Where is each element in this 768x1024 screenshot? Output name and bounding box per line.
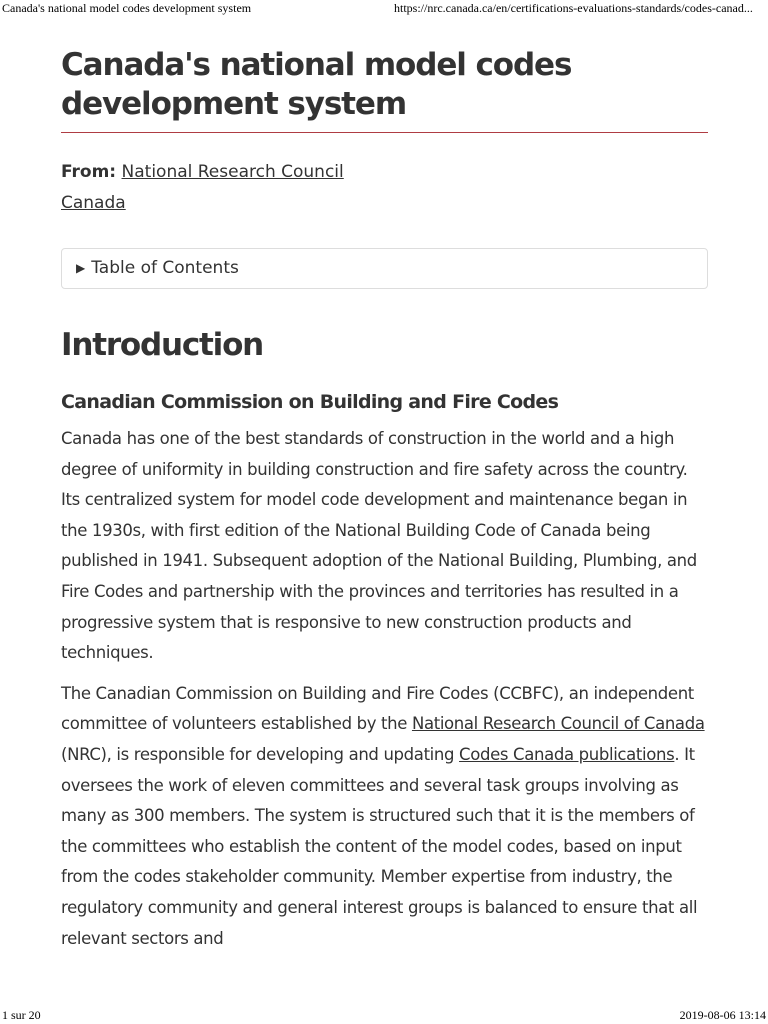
paragraph-2-text-b: (NRC), is responsible for developing and updating (61, 744, 460, 764)
table-of-contents-toggle[interactable] (61, 248, 708, 289)
nrc-canada-link[interactable]: National Research Council of Canada (411, 714, 705, 734)
main-content (61, 46, 708, 954)
print-header-url: https://nrc.canada.ca/en/certifications-evaluations-standards/codes-canad... (394, 1, 753, 15)
print-timestamp: 2019-08-06 13:14 (679, 1008, 766, 1022)
ccbfc-subheading: Canadian Commission on Building and Fire Codes (61, 391, 559, 413)
disclosure-triangle-icon: ▶ (76, 261, 86, 275)
page-number: 1 sur 20 (2, 1008, 41, 1022)
from-label: From: (61, 162, 117, 182)
print-footer (0, 1007, 768, 1024)
intro-paragraph-2 (61, 679, 708, 954)
page-title: Canada's national model codes development system (61, 46, 708, 133)
paragraph-2-text-c: . It oversees the work of eleven committees and several task groups involving as many as 300 members. The system is structured such that it is the members of the committees who establish the content of the model codes, based on input from the codes stakeholder community. Member expertise from industry, the regulatory community and general interest groups is balanced to ensure that all relevant sectors and (61, 744, 698, 948)
paragraph-2-text-a: The Canadian Commission on Building and Fire Codes (CCBFC), an independent committee of volunteers established by the (61, 683, 694, 734)
codes-canada-publications-link[interactable]: Codes Canada publications (459, 744, 675, 764)
nrc-link-line2: Canada (61, 193, 126, 213)
intro-paragraph-1: Canada has one of the best standards of construction in the world and a high degree of uniformity in building construction and fire safety across the country. Its centralized system for model code development and maintenance began in the 1930s, with first edition of the National Building Code of Canada being published in 1941. Subsequent adoption of the National Building, Plumbing, and Fire Codes and partnership with the provinces and territories has resulted in a progressive system that is responsive to new construction products and techniques. (61, 429, 697, 663)
nrc-link-line1: National Research Council (121, 162, 344, 182)
introduction-heading: Introduction (61, 327, 264, 363)
from-line (61, 157, 361, 219)
toc-label: Table of Contents (91, 258, 239, 278)
print-header (0, 0, 768, 18)
print-header-title: Canada's national model codes development system (2, 1, 252, 15)
